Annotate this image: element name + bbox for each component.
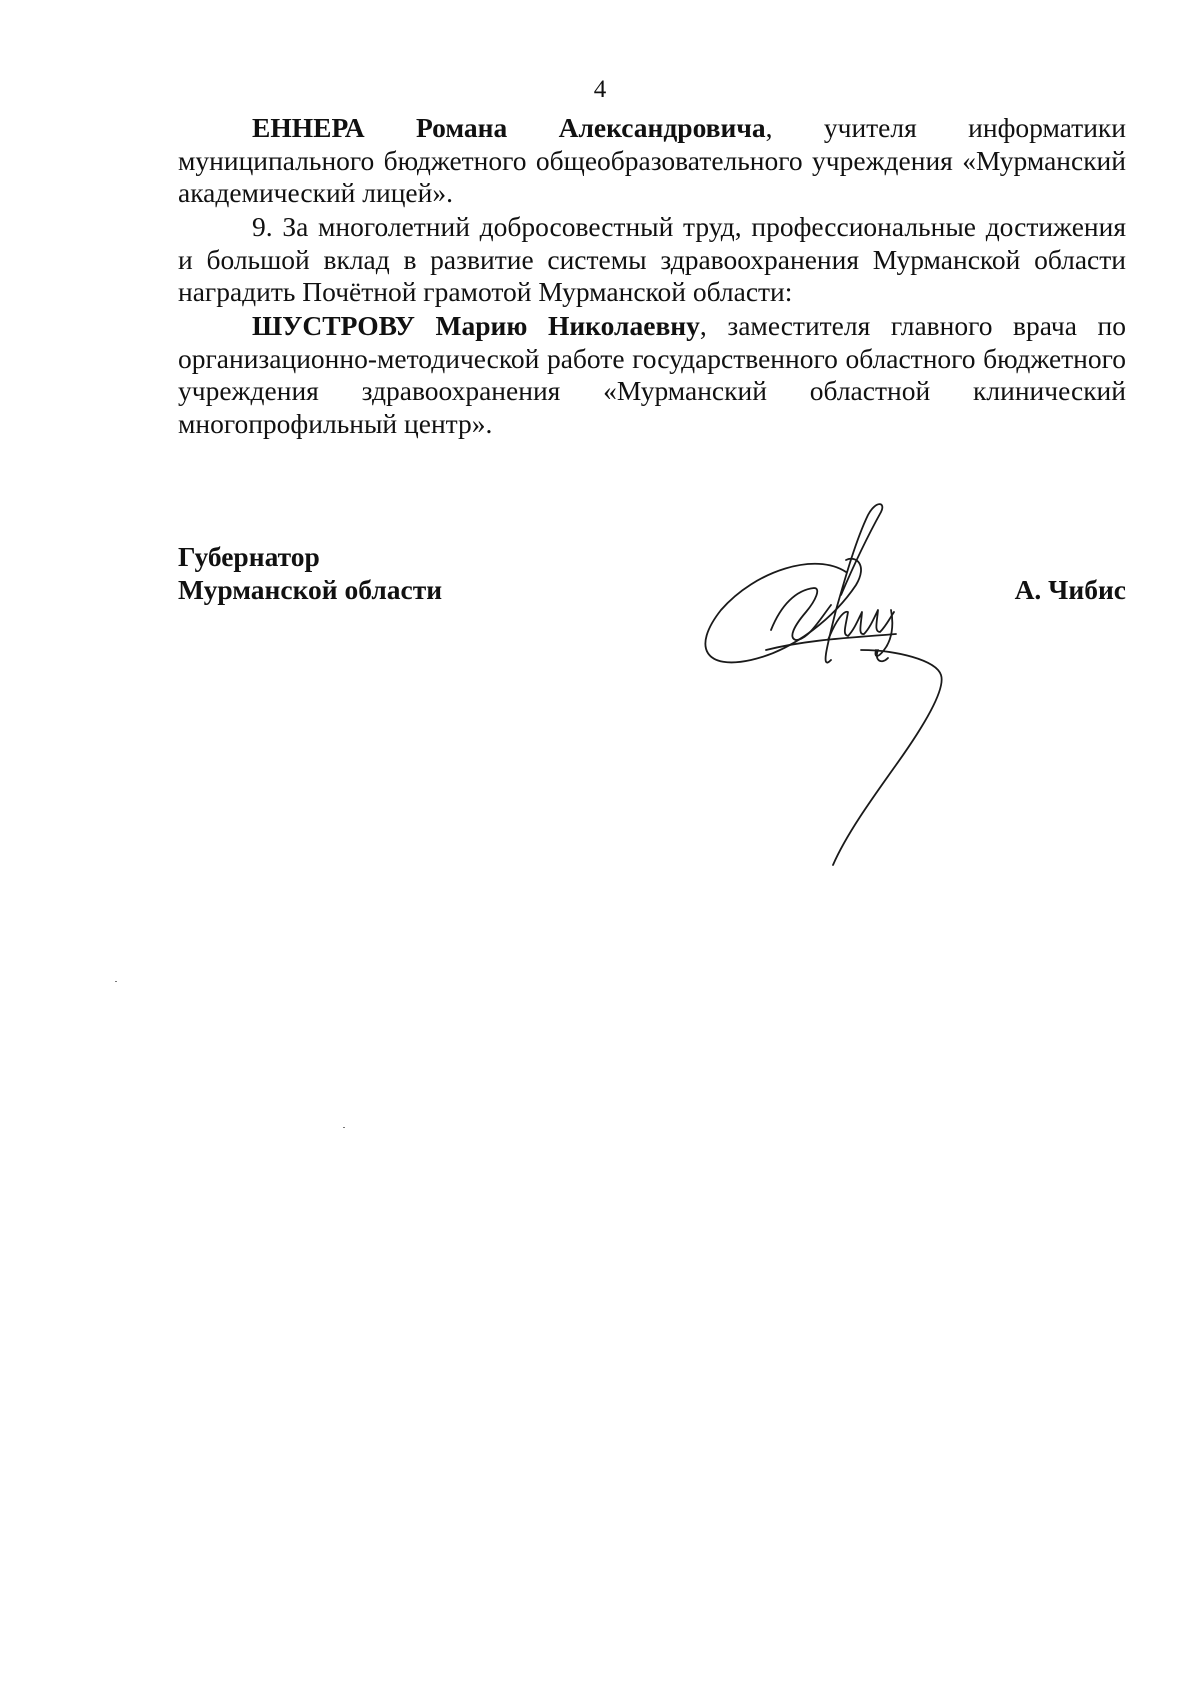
award-paragraph-shustrova bbox=[178, 310, 1126, 440]
clause-9-text: 9. За многолетний добросовестный труд, профессиональные достижения и большой вклад в развитие системы здравоохранения Мурманской области наградить Почётной грамотой Мурманской области: bbox=[178, 211, 1126, 307]
signature-block bbox=[178, 540, 1126, 880]
handwritten-signature bbox=[696, 500, 966, 870]
signer-name: А. Чибис bbox=[1014, 574, 1126, 605]
signer-position-line1: Губернатор bbox=[178, 541, 320, 572]
awardee-name: ШУСТРОВУ Марию Николаевну bbox=[252, 310, 700, 341]
page-number: 4 bbox=[593, 76, 607, 103]
signer-position bbox=[178, 540, 442, 606]
clause-9-paragraph bbox=[178, 211, 1126, 309]
scan-speck bbox=[115, 981, 117, 982]
award-paragraph-enner bbox=[178, 112, 1126, 210]
awardee-description: , учителя информатики муниципального бюджетного общеобразовательного учреждения «Мурманский академический лицей». bbox=[178, 112, 1126, 208]
awardee-description: , заместителя главного врача по организационно-методической работе государственного областного бюджетного учреждения здравоохранения «Мурманский областной клинический многопрофильный центр». bbox=[178, 310, 1126, 439]
awardee-name: ЕННЕРА Романа Александровича bbox=[252, 112, 766, 143]
signer-position-line2: Мурманской области bbox=[178, 574, 443, 605]
scan-speck bbox=[343, 1127, 345, 1128]
document-body bbox=[178, 112, 1126, 442]
